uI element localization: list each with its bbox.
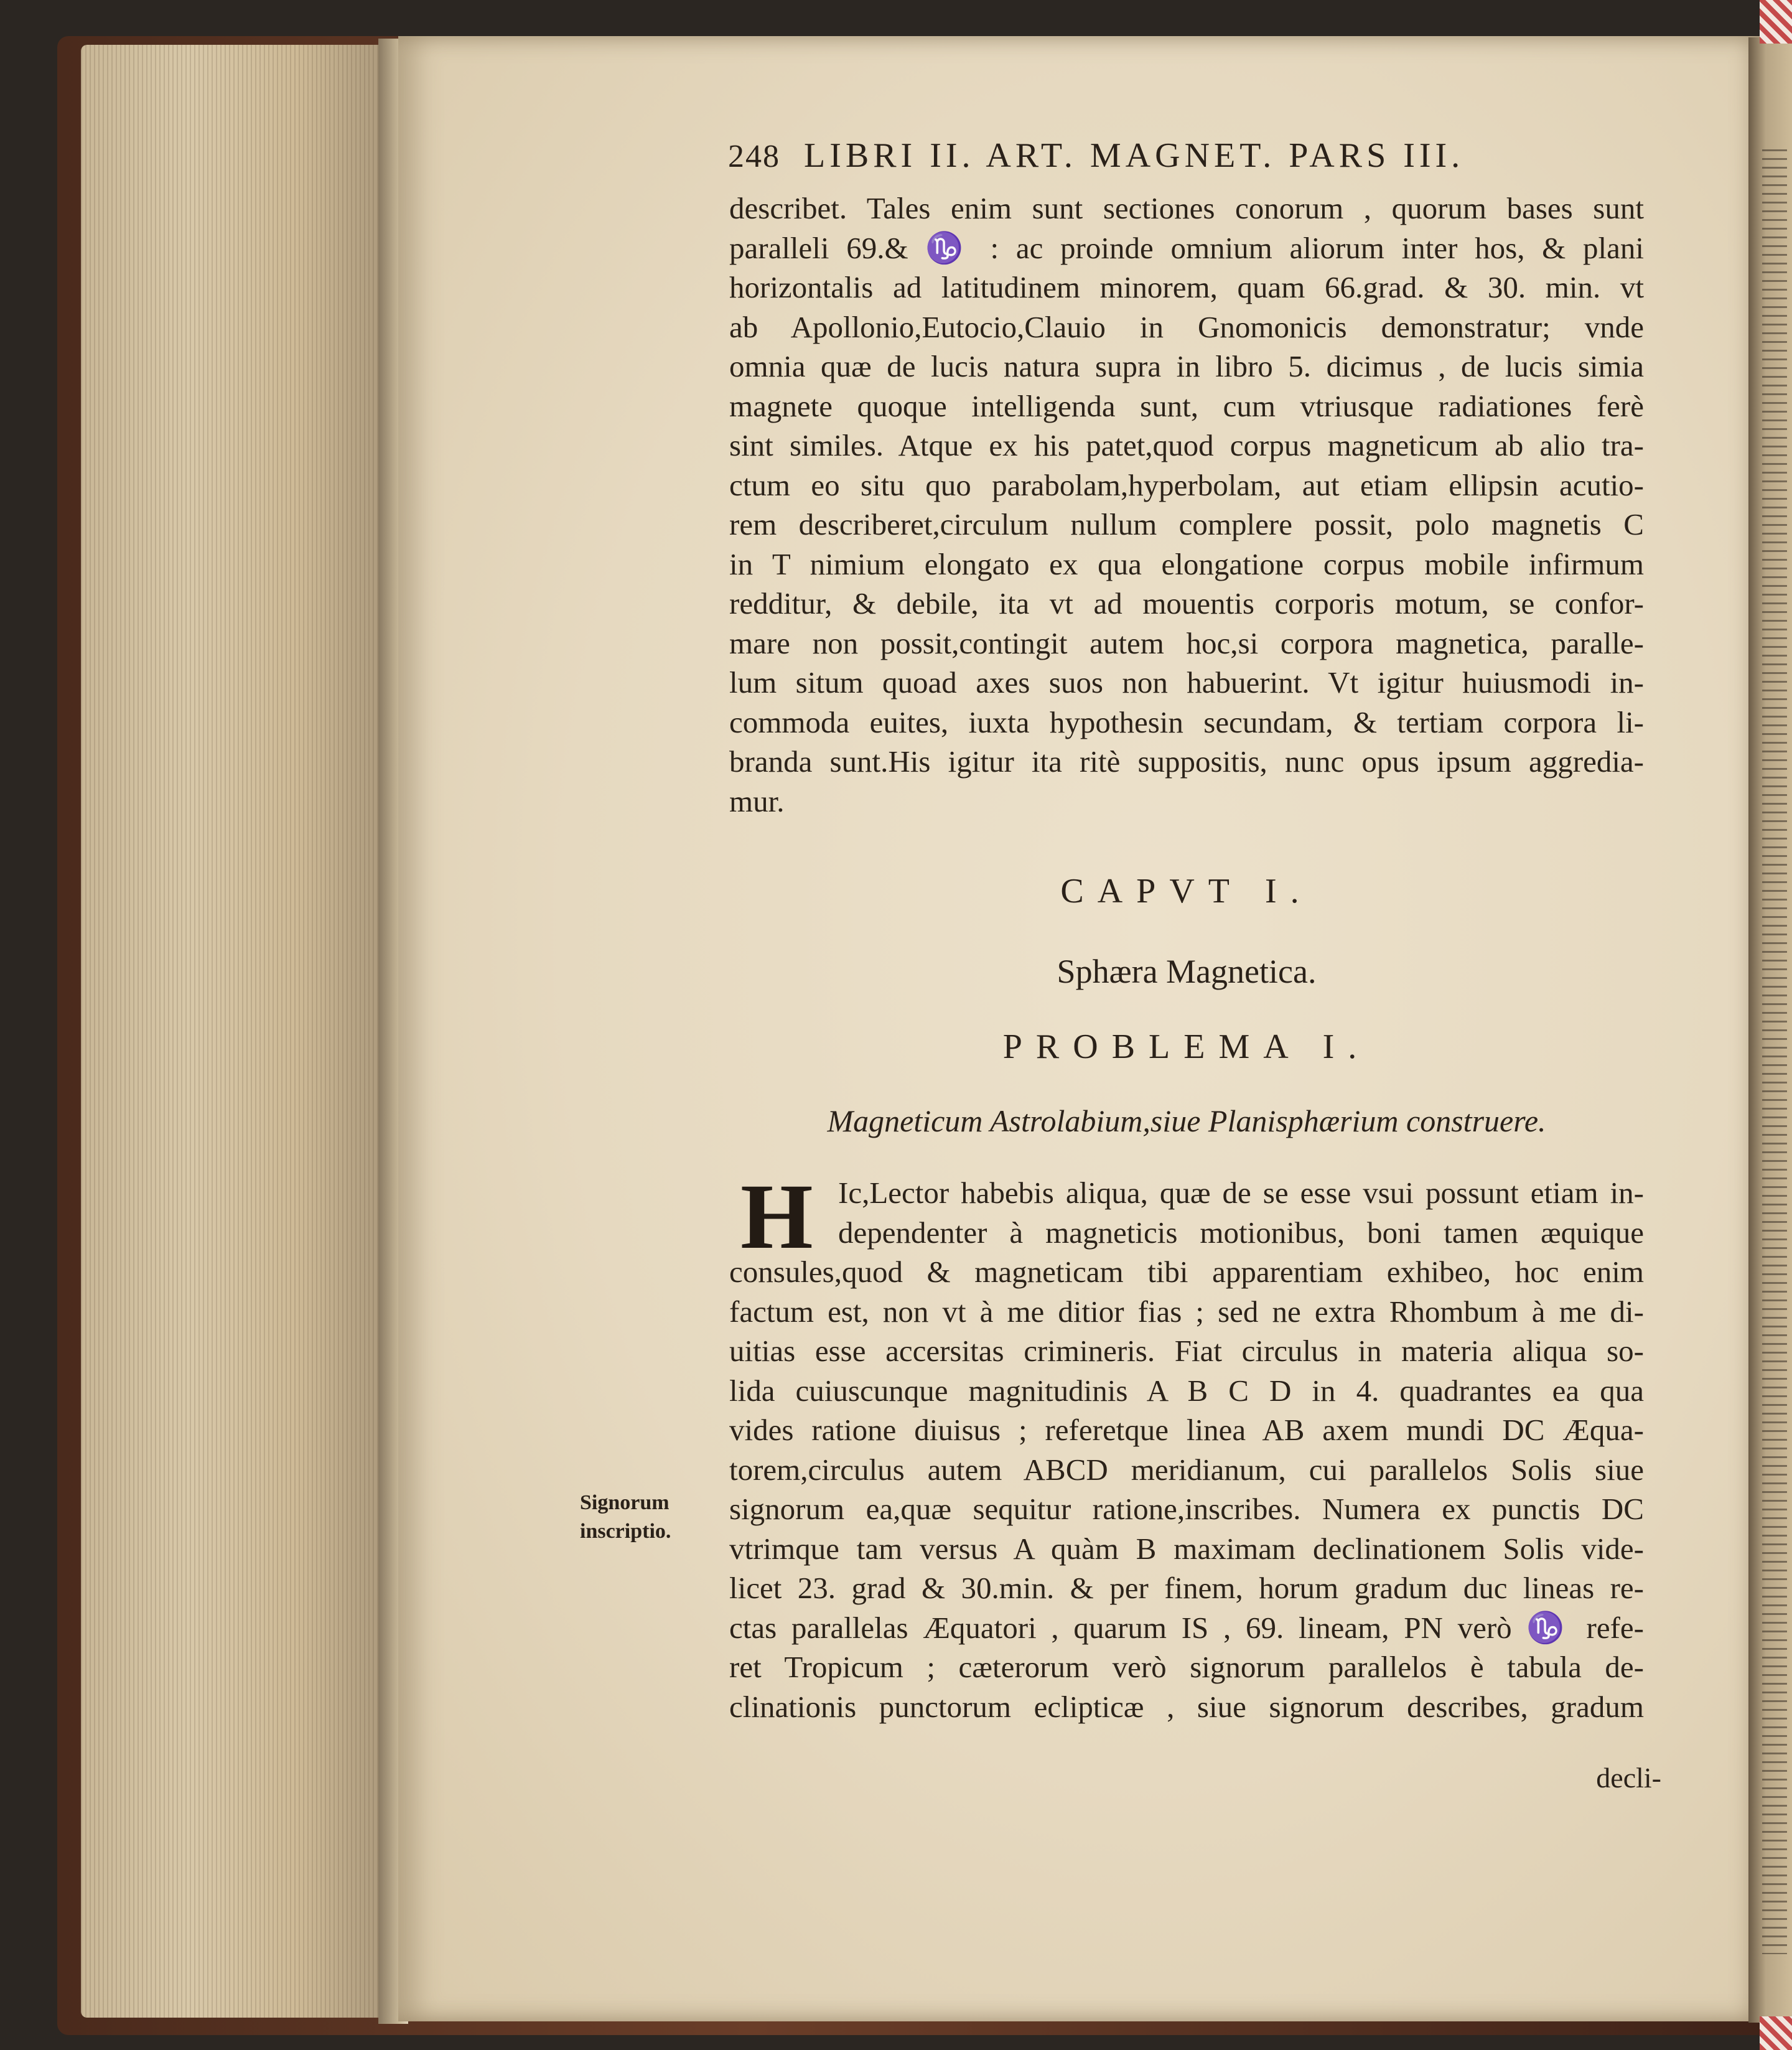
top-decoration (1760, 0, 1792, 44)
text-line: omnia quæ de lucis natura supra in libro 5. dicimus , de lucis simia (729, 349, 1644, 383)
text-line: vtrimque tam versus A quàm B maximam declinationem Solis vide- (729, 1531, 1644, 1566)
text-line: clinationis punctorum eclipticæ , siue signorum describes, gradum (729, 1689, 1644, 1724)
text-line: lida cuiuscunque magnitudinis A B C D in 4. quadrantes ea qua (729, 1373, 1644, 1408)
margin-note-line: inscriptio. (580, 1520, 671, 1543)
text-line: Ic,Lector habebis aliqua, quæ de se esse vsui possunt etiam in- (838, 1176, 1644, 1210)
text-line: uitias esse accersitas crimineris. Fiat circulus in materia aliqua so- (729, 1334, 1644, 1368)
text-line: commoda euites, iuxta hypothesin secundam, & tertiam corpora li- (729, 704, 1644, 739)
catchword: decli- (1596, 1762, 1661, 1794)
facing-page-edge (1748, 37, 1792, 2023)
text-line: magnete quoque intelligenda sunt, cum vtriusque radiationes ferè (729, 388, 1644, 423)
text-line: sint similes. Atque ex his patet,quod corpus magneticum ab alio tra- (729, 428, 1644, 462)
text-line: mur. (729, 784, 785, 818)
fore-edge-pages (81, 45, 392, 2018)
paragraph-1 (729, 189, 1644, 821)
running-header (728, 136, 1643, 183)
engraving-fragment (1762, 149, 1787, 1954)
text-line: vides ratione diuisus ; referetque linea AB axem mundi DC Æqua- (729, 1413, 1644, 1447)
text-line: ab Apollonio,Eutocio,Clauio in Gnomonicis demonstratur; vnde (729, 309, 1644, 344)
text-line: mare non possit,contingit autem hoc,si corpora magnetica, paralle- (729, 625, 1644, 660)
problem-title: Magneticum Astrolabium,siue Planisphærium construere. (827, 1103, 1546, 1138)
page-number: 248 (728, 139, 780, 174)
text-line: consules,quod & magneticam tibi apparentiam exhibeo, hoc enim (729, 1255, 1644, 1289)
drop-capital: H (740, 1165, 813, 1268)
text-line: horizontalis ad latitudinem minorem, quam 66.grad. & 30. min. vt (729, 270, 1644, 304)
text-line: paralleli 69.& ♑ : ac proinde omnium aliorum inter hos, & plani (729, 230, 1644, 265)
chapter-heading: CAPVT I. (1060, 872, 1313, 910)
margin-note (580, 1489, 717, 1546)
text-line: branda sunt.His igitur ita ritè suppositis, nunc opus ipsum aggredia- (729, 744, 1644, 779)
problem-heading: PROBLEMA I. (1002, 1027, 1371, 1066)
text-line: describet. Tales enim sunt sectiones conorum , quorum bases sunt (729, 191, 1644, 225)
bottom-decoration (1760, 2016, 1792, 2050)
paragraph-2 (729, 1165, 1644, 1726)
text-line: ctum eo situ quo parabolam,hyperbolam, aut etiam ellipsin acutio- (729, 467, 1644, 502)
text-line: ctas parallelas Æquatori , quarum IS , 69. lineam, PN verò ♑ refe- (729, 1610, 1644, 1645)
running-title: LIBRI II. ART. MAGNET. PARS III. (804, 136, 1465, 175)
text-line: in T nimium elongato ex qua elongatione corpus mobile infirmum (729, 546, 1644, 581)
text-line: dependenter à magneticis motionibus, boni tamen æquique (838, 1215, 1644, 1250)
text-line: licet 23. grad & 30.min. & per finem, horum gradum duc lineas re- (729, 1571, 1644, 1605)
text-line: torem,circulus autem ABCD meridianum, cui parallelos Solis siue (729, 1452, 1644, 1487)
text-line: factum est, non vt à me ditior fias ; sed ne extra Rhombum à me di- (729, 1294, 1644, 1329)
text-line: ret Tropicum ; cæterorum verò signorum parallelos è tabula de- (729, 1650, 1644, 1684)
text-line: signorum ea,quæ sequitur ratione,inscribes. Numera ex punctis DC (729, 1492, 1644, 1526)
text-line: rem describeret,circulum nullum complere possit, polo magnetis C (729, 507, 1644, 541)
chapter-title: Sphæra Magnetica. (1057, 953, 1317, 990)
text-line: lum situm quoad axes suos non habuerint. Vt igitur huiusmodi in- (729, 665, 1644, 700)
text-line: redditur, & debile, ita vt ad mouentis corporis motum, se confor- (729, 586, 1644, 620)
margin-note-line: Signorum (580, 1491, 670, 1514)
